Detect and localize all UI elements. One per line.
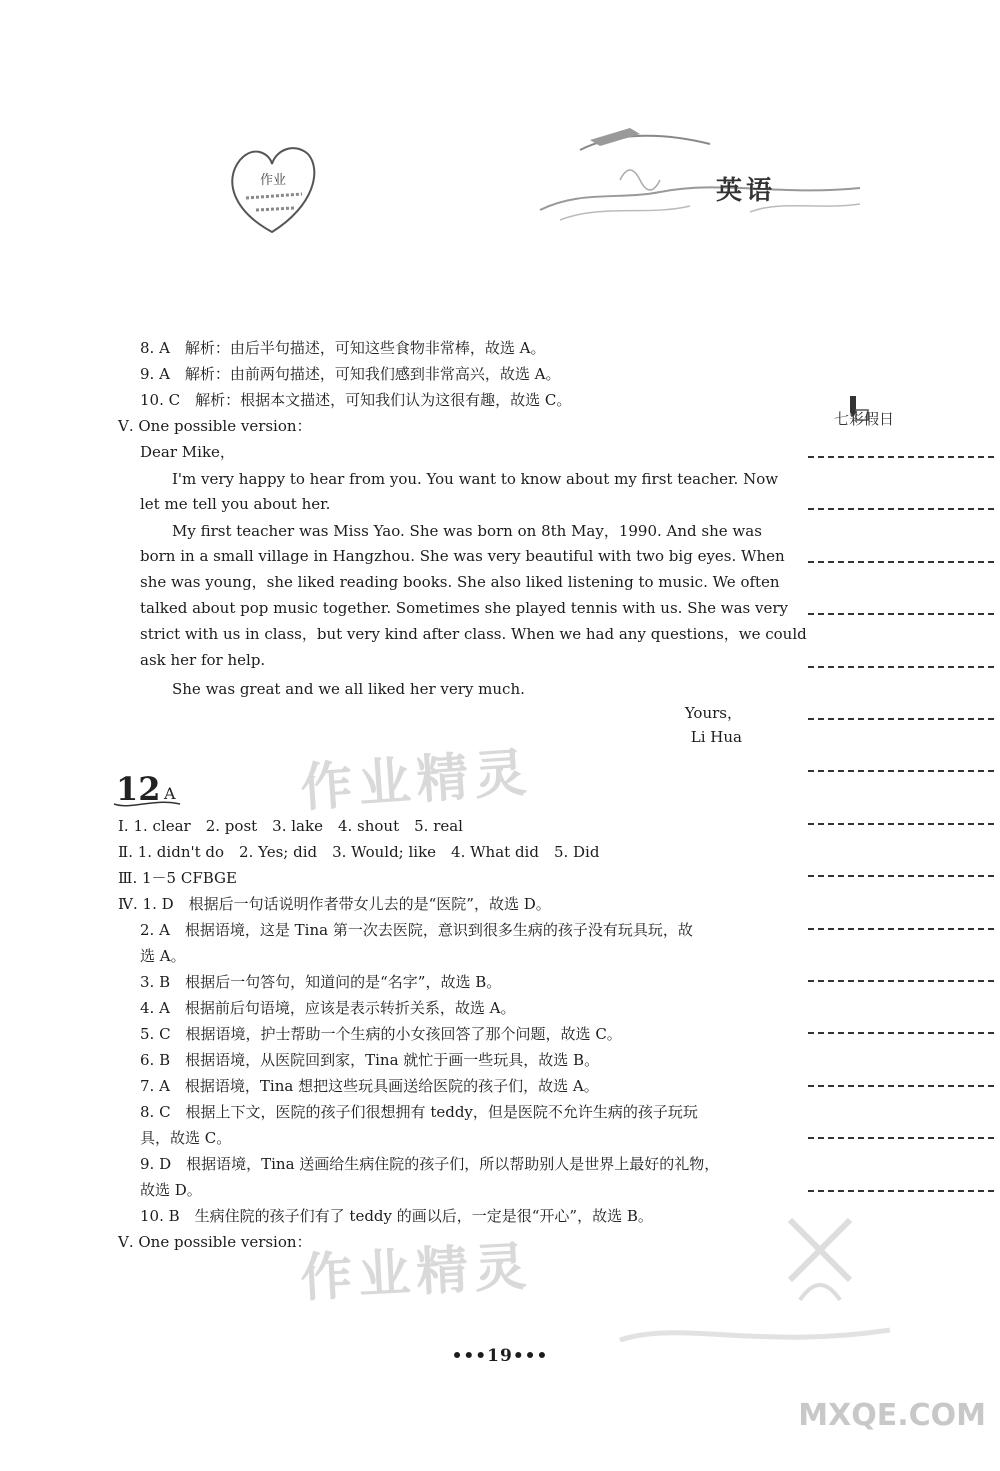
answer-item-8: 8. A 解析：由后半句描述，可知这些食物非常棒，故选 A。	[140, 339, 546, 357]
note-line	[808, 613, 994, 615]
part-4-first: Ⅳ. 1. D 根据后一句话说明作者带女儿去的是“医院”，故选 D。	[118, 895, 551, 913]
part-3: Ⅲ. 1－5 CFBGE	[118, 869, 237, 887]
part-1: Ⅰ. 1. clear 2. post 3. lake 4. shout 5. real	[118, 817, 463, 835]
note-line	[808, 875, 994, 877]
part-4-line: 故选 D。	[140, 1181, 202, 1199]
letter-line: let me tell you about her.	[140, 495, 331, 513]
part-4-line: 2. A 根据语境，这是 Tina 第一次去医院，意识到很多生病的孩子没有玩具玩，故	[140, 921, 693, 939]
page-number: •••19•••	[451, 1346, 549, 1366]
stamp-emblem	[222, 140, 322, 240]
letter-closing: Yours，	[684, 704, 742, 722]
note-line	[808, 666, 994, 668]
part-4-line: 9. D 根据语境，Tina 送画给生病住院的孩子们，所以帮助别人是世界上最好的礼物，	[140, 1155, 720, 1173]
watermark-upper: 作业精灵	[298, 742, 535, 820]
unit-badge	[112, 770, 182, 808]
header-decoration	[520, 100, 880, 250]
note-line	[808, 823, 994, 825]
letter-line: born in a small village in Hangzhou. She was very beautiful with two big eyes. When	[140, 547, 785, 565]
letter-line: She was great and we all liked her very much.	[172, 680, 525, 698]
part-4-line: 10. B 生病住院的孩子们有了 teddy 的画以后，一定是很“开心”，故选 B。	[140, 1207, 653, 1225]
note-line	[808, 980, 994, 982]
writing-heading: Ⅴ. One possible version：	[118, 417, 312, 435]
subject-title: 英语	[716, 176, 777, 206]
stamp-label: 作业	[260, 173, 287, 188]
letter-greeting: Dear Mike，	[140, 443, 235, 461]
letter-line: ask her for help.	[140, 651, 266, 669]
letter-line: My first teacher was Miss Yao. She was born on 8th May，1990. And she was	[172, 522, 762, 540]
letter-line: talked about pop music together. Sometimes she played tennis with us. She was very	[140, 599, 789, 617]
note-line	[808, 508, 994, 510]
note-line	[808, 928, 994, 930]
note-line	[808, 1190, 994, 1192]
sidebar-title: 七彩假日	[834, 410, 895, 428]
letter-line: strict with us in class，but very kind after class. When we had any questions，we could	[140, 625, 807, 643]
note-line	[808, 770, 994, 772]
part-4-line: 3. B 根据后一句答句，知道问的是“名字”，故选 B。	[140, 973, 502, 991]
letter-line: she was young，she liked reading books. She also liked listening to music. We often	[140, 573, 780, 591]
part-4-line: 8. C 根据上下文，医院的孩子们很想拥有 teddy，但是医院不允许生病的孩子玩玩	[140, 1103, 698, 1121]
unit-number: 12	[116, 770, 161, 808]
part-4-line: 7. A 根据语境，Tina 想把这些玩具画送给医院的孩子们，故选 A。	[140, 1077, 599, 1095]
answer-item-9: 9. A 解析：由前两句描述，可知我们感到非常高兴，故选 A。	[140, 365, 561, 383]
answer-item-10: 10. C 解析：根据本文描述，可知我们认为这很有趣，故选 C。	[140, 391, 572, 409]
note-line	[808, 718, 994, 720]
note-line	[808, 1085, 994, 1087]
site-watermark: MXQE.COM	[798, 1398, 986, 1433]
letter-signature: Li Hua	[690, 728, 742, 746]
note-line	[808, 456, 994, 458]
unit-underline	[112, 798, 182, 810]
watermark-lower: 作业精灵	[298, 1236, 534, 1310]
letter-line: I'm very happy to hear from you. You want to know about my first teacher. Now	[172, 470, 779, 488]
part-4-line: 选 A。	[140, 947, 186, 965]
part-4-line: 4. A 根据前后句语境，应该是表示转折关系，故选 A。	[140, 999, 516, 1017]
note-line	[808, 561, 994, 563]
note-line	[808, 1032, 994, 1034]
part-4-line: 5. C 根据语境，护士帮助一个生病的小女孩回答了那个问题，故选 C。	[140, 1025, 622, 1043]
part-5: Ⅴ. One possible version：	[118, 1233, 312, 1251]
part-2: Ⅱ. 1. didn't do 2. Yes; did 3. Would; like 4. What did 5. Did	[118, 843, 600, 861]
unit-letter: A	[164, 784, 176, 803]
note-line	[808, 1137, 994, 1139]
part-4-line: 6. B 根据语境，从医院回到家，Tina 就忙于画一些玩具，故选 B。	[140, 1051, 600, 1069]
part-4-line: 具，故选 C。	[140, 1129, 232, 1147]
